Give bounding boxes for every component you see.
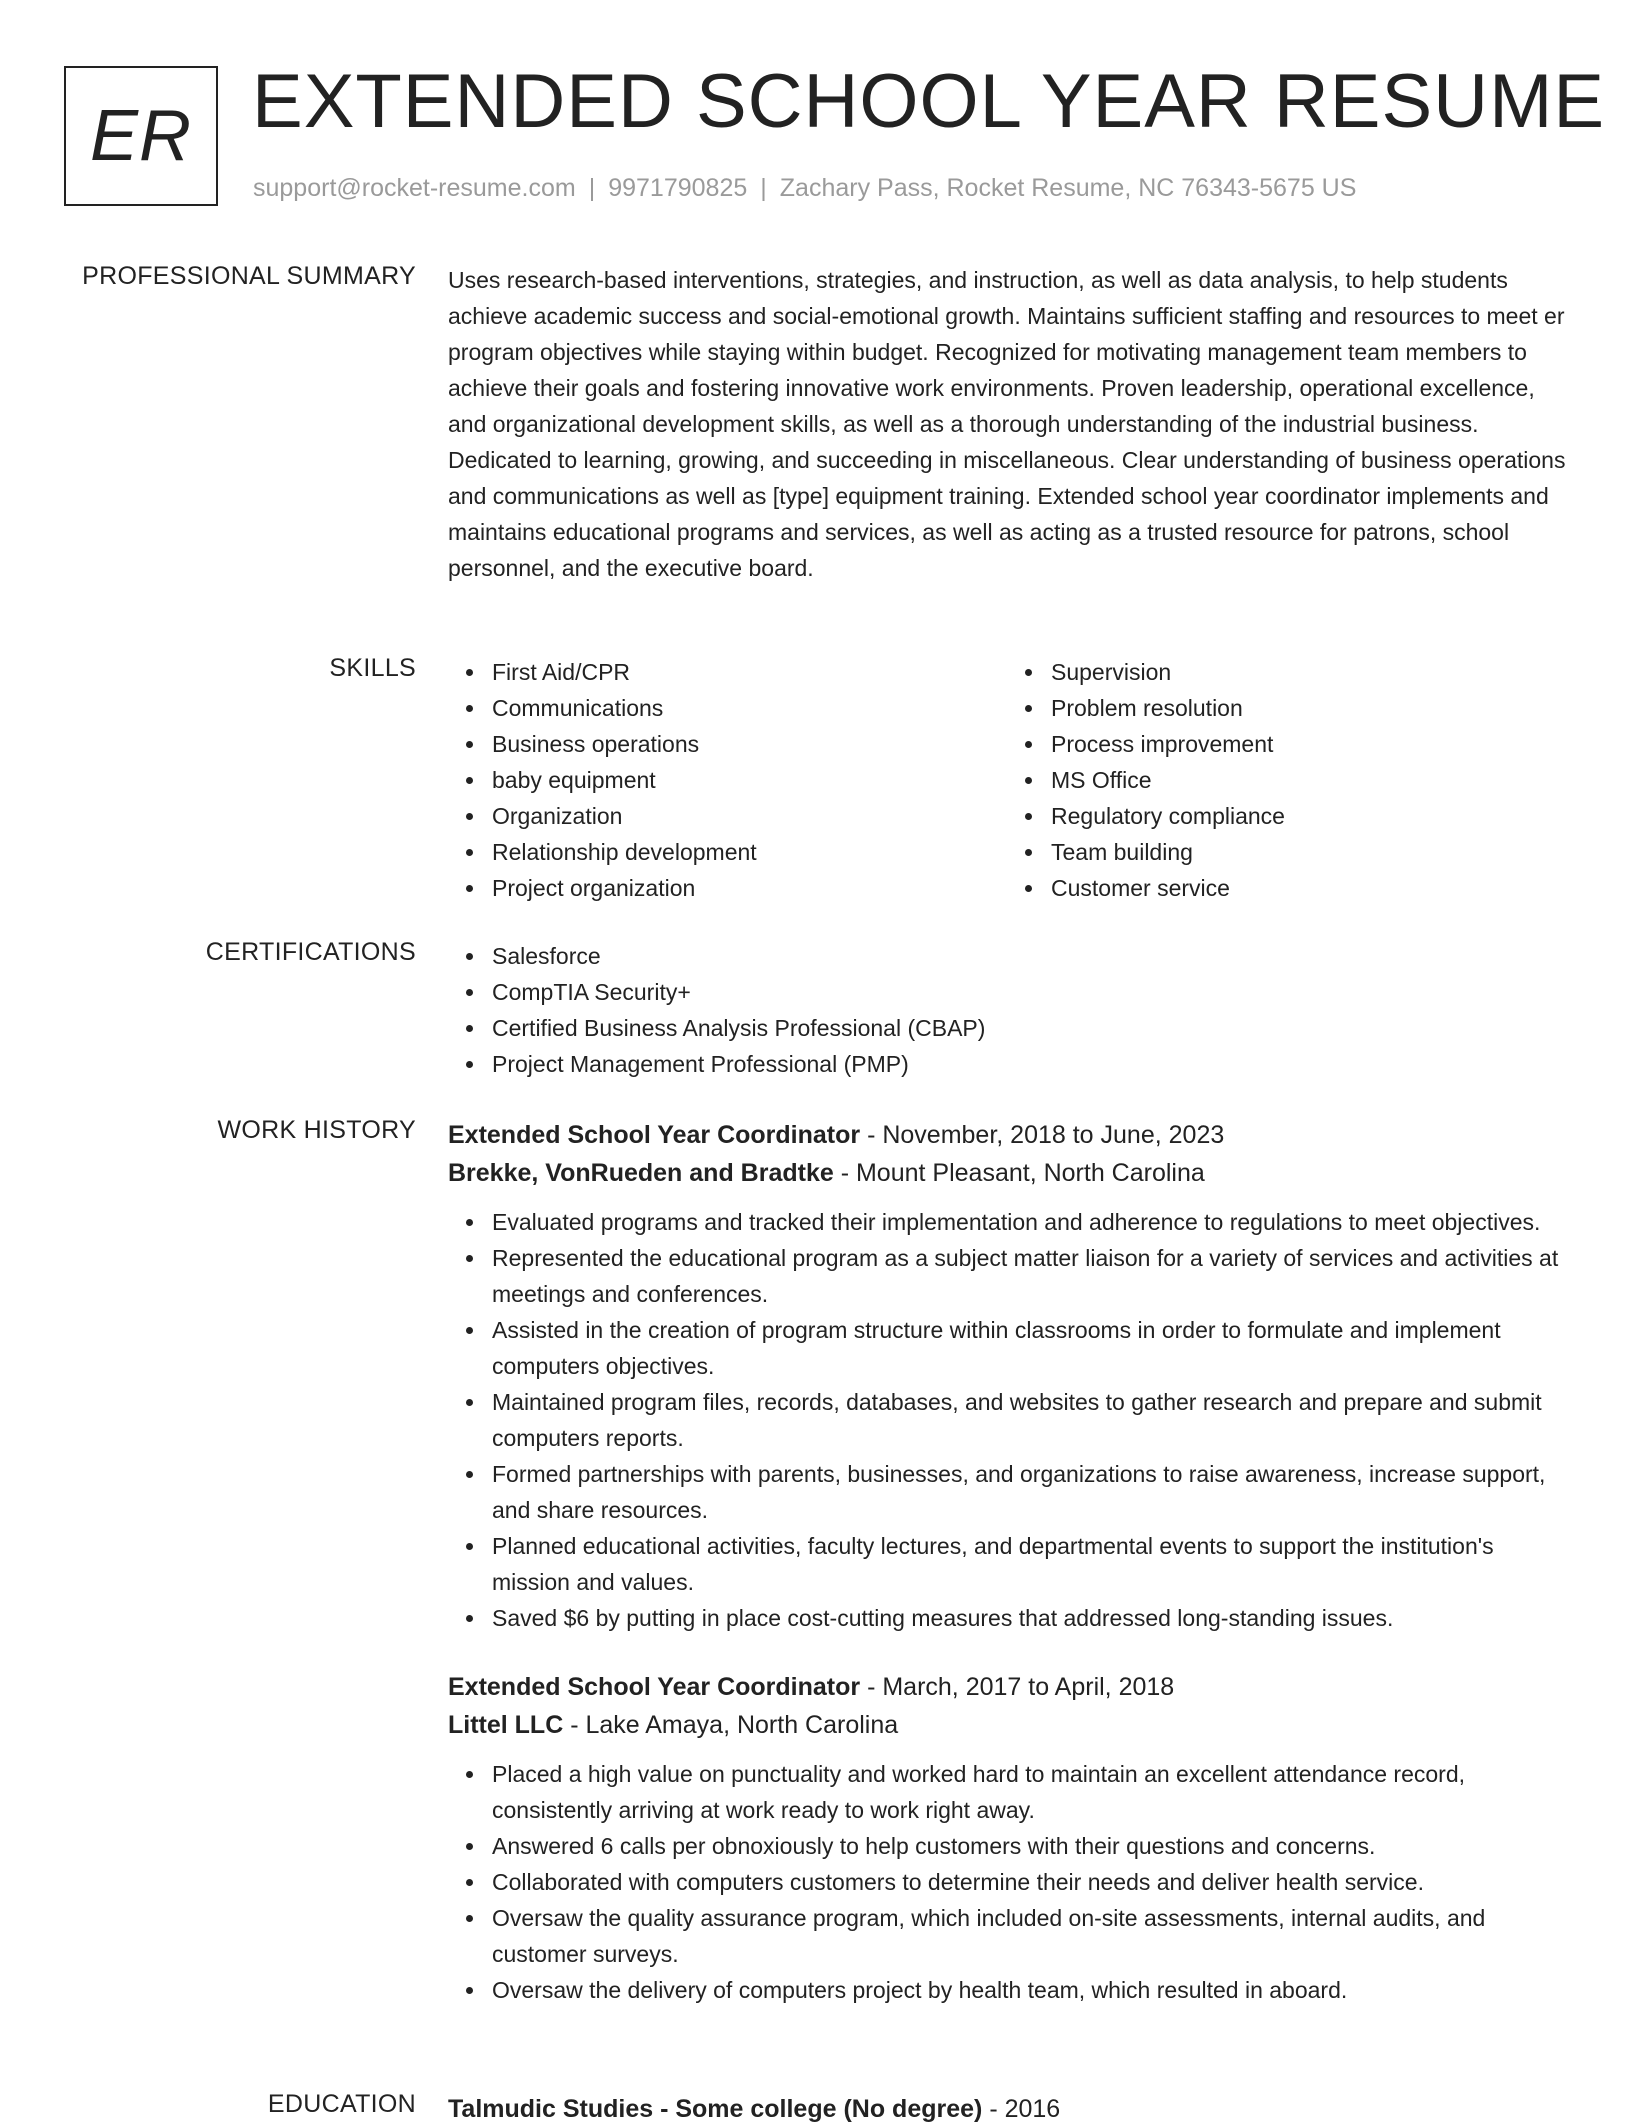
skill-item: MS Office xyxy=(1051,762,1566,798)
section-label-work-history: WORK HISTORY xyxy=(217,1116,416,1144)
resume-title: EXTENDED SCHOOL YEAR RESUME xyxy=(252,59,1606,144)
contact-separator: | xyxy=(760,174,767,202)
job-company-line xyxy=(448,1154,1566,1192)
certification-item: Salesforce xyxy=(492,938,1566,974)
job-duties-list xyxy=(448,1756,1566,2008)
skill-item: Problem resolution xyxy=(1051,690,1566,726)
education-degree: Talmudic Studies - Some college (No degree) xyxy=(448,2095,983,2123)
job-location: - Lake Amaya, North Carolina xyxy=(563,1711,899,1739)
job-duty: Saved $6 by putting in place cost-cutting measures that addressed long-standing issues. xyxy=(492,1600,1566,1636)
contact-address: Zachary Pass, Rocket Resume, NC 76343-5675 US xyxy=(779,174,1357,202)
section-label-summary: PROFESSIONAL SUMMARY xyxy=(82,262,416,290)
education-year: - 2016 xyxy=(982,2095,1061,2123)
job-company: Brekke, VonRueden and Bradtke xyxy=(448,1159,834,1187)
skill-item: Relationship development xyxy=(492,834,1007,870)
job-company-line xyxy=(448,1706,1566,1744)
job-company: Littel LLC xyxy=(448,1711,564,1739)
job-entry xyxy=(448,1668,1566,2008)
contact-line xyxy=(253,174,1356,203)
contact-phone: 9971790825 xyxy=(608,174,748,202)
job-duty: Represented the educational program as a subject matter liaison for a variety of services and activities at meetings and conferences. xyxy=(492,1240,1566,1312)
job-duty: Formed partnerships with parents, businesses, and organizations to raise awareness, increase support, and share resources. xyxy=(492,1456,1566,1528)
job-duty: Placed a high value on punctuality and worked hard to maintain an excellent attendance record, consistently arriving at work ready to work right away. xyxy=(492,1756,1566,1828)
skill-item: Team building xyxy=(1051,834,1566,870)
job-duty: Maintained program files, records, databases, and websites to gather research and prepare and submit computers reports. xyxy=(492,1384,1566,1456)
job-duty: Oversaw the quality assurance program, which included on-site assessments, internal audits, and customer surveys. xyxy=(492,1900,1566,1972)
job-title: Extended School Year Coordinator xyxy=(448,1673,861,1701)
skills-list-right xyxy=(1007,654,1566,906)
job-title-line xyxy=(448,1116,1566,1154)
summary-body xyxy=(448,262,1566,586)
job-title-line xyxy=(448,1668,1566,1706)
contact-email: support@rocket-resume.com xyxy=(253,174,576,202)
section-label-certifications: CERTIFICATIONS xyxy=(205,938,416,966)
skill-item: Communications xyxy=(492,690,1007,726)
skill-item: Supervision xyxy=(1051,654,1566,690)
skill-item: First Aid/CPR xyxy=(492,654,1007,690)
job-duty: Oversaw the delivery of computers project by health team, which resulted in aboard. xyxy=(492,1972,1566,2008)
summary-text: Uses research-based interventions, strategies, and instruction, as well as data analysis, to help students achieve academic success and social-emotional growth. Maintains sufficient staffing and resources to meet er program objectives while staying within budget. Recognized for motivating management team members to achieve their goals and fostering innovative work environments. Proven leadership, operational excellence, and organizational development skills, as well as a thorough understanding of the industrial business. Dedicated to learning, growing, and succeeding in miscellaneous. Clear understanding of business operations and communications as well as [type] equipment training. Extended school year coordinator implements and maintains educational programs and services, as well as acting as a trusted resource for patrons, school personnel, and the executive board. xyxy=(448,267,1566,581)
job-duty: Evaluated programs and tracked their implementation and adherence to regulations to meet objectives. xyxy=(492,1204,1566,1240)
education-body xyxy=(448,2090,1566,2128)
section-label-skills: SKILLS xyxy=(329,654,416,682)
work-history-body xyxy=(448,1116,1566,2040)
skill-item: Customer service xyxy=(1051,870,1566,906)
job-duty: Assisted in the creation of program structure within classrooms in order to formulate and implement computers objectives. xyxy=(492,1312,1566,1384)
job-duty: Answered 6 calls per obnoxiously to help customers with their questions and concerns. xyxy=(492,1828,1566,1864)
job-duty: Collaborated with computers customers to determine their needs and deliver health service. xyxy=(492,1864,1566,1900)
skill-item: Process improvement xyxy=(1051,726,1566,762)
skill-item: Project organization xyxy=(492,870,1007,906)
job-title: Extended School Year Coordinator xyxy=(448,1121,861,1149)
certification-item: CompTIA Security+ xyxy=(492,974,1566,1010)
job-entry xyxy=(448,1116,1566,1636)
job-location: - Mount Pleasant, North Carolina xyxy=(833,1159,1205,1187)
contact-separator: | xyxy=(588,174,596,202)
skills-list-left xyxy=(448,654,1007,906)
section-label-education: EDUCATION xyxy=(267,2090,416,2118)
skill-item: Regulatory compliance xyxy=(1051,798,1566,834)
certifications-list xyxy=(448,938,1566,1082)
skills-body xyxy=(448,654,1566,906)
job-dates: - March, 2017 to April, 2018 xyxy=(860,1673,1175,1701)
certification-item: Certified Business Analysis Professional (CBAP) xyxy=(492,1010,1566,1046)
job-duties-list xyxy=(448,1204,1566,1636)
job-duty: Planned educational activities, faculty lectures, and departmental events to support the institution's mission and values. xyxy=(492,1528,1566,1600)
certifications-body xyxy=(448,938,1566,1082)
monogram-initials: ER xyxy=(64,66,218,206)
job-dates: - November, 2018 to June, 2023 xyxy=(860,1121,1225,1149)
skill-item: baby equipment xyxy=(492,762,1007,798)
certification-item: Project Management Professional (PMP) xyxy=(492,1046,1566,1082)
skill-item: Organization xyxy=(492,798,1007,834)
skill-item: Business operations xyxy=(492,726,1007,762)
